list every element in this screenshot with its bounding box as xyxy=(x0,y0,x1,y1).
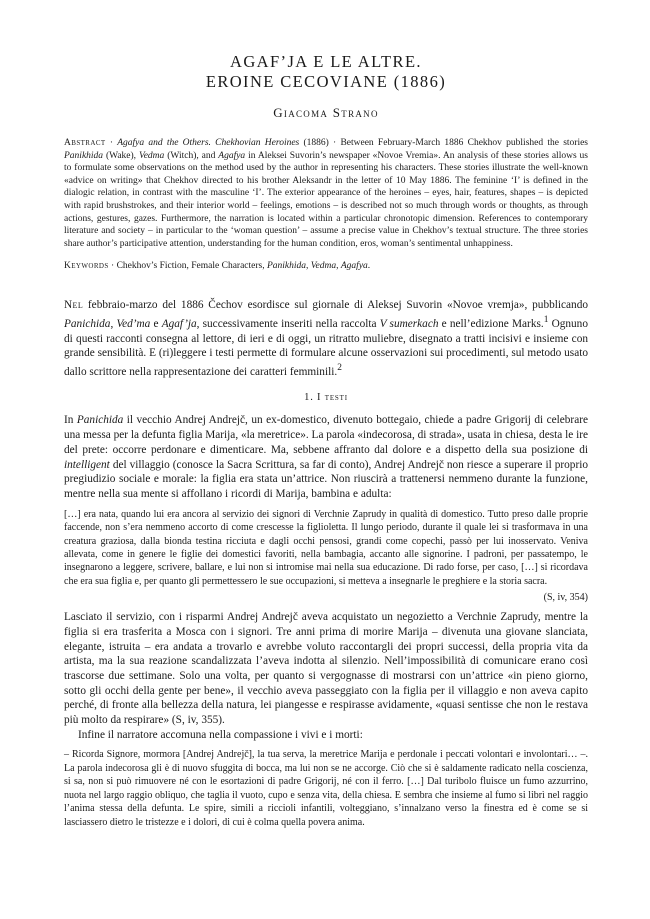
work-title: Ved’ma xyxy=(116,317,151,330)
body-text: il vecchio Andrej Andrejč, un ex-domestico, divenuto bottegaio, chiede a padre Grigorij di celebrare una messa per la defunta figlia Marija, «la meretrice». La parola «indecorosa, di strada», usata in chiesa, desta le ire del prete: occorre perdonare e dimenticare. Ma, sebbene affranto dal dolore e a dispetto della sua posizione di xyxy=(64,414,588,456)
abstract-work-title: Panikhida xyxy=(64,150,104,161)
keywords-end: . xyxy=(367,260,371,271)
keywords-separator: , xyxy=(306,260,311,271)
work-title: Panichida xyxy=(76,414,124,427)
abstract-text: in Aleksei Suvorin’s newspaper «Novoe Vremia». An analysis of these stories allows us to formulate some observations on the method used by the author in representing his characters. These stories illustrate the well-known «advice on writing» that Chekhov directed to his brother Aleksandr in the letter of 10 May 1886. The feminine ‘I’ is defined in the dialogic relation, in contrast with the masculine ‘I’. The exterior appearance of the heroines – eyes, hair, features, shapes – is depicted with rapid brushstrokes, and their interior world – feelings, emotions – is described not so much through words or thoughts, as through actions, gestures, gazes. Furthermore, the narration is located within a particular chronotopic dimension. References to contemporary literature and society – in particular to the ‘woman question’ – assume a precise value in Chekhov’s textual structure. The three stories share author’s participative attention, understanding for the human condition, eros, woman’s sentimental unhappiness. xyxy=(64,150,588,249)
abstract-label: Abstract xyxy=(64,138,106,148)
work-title: Panichida xyxy=(64,317,111,330)
body-text: In xyxy=(64,414,77,427)
body-text: del villaggio (conosce la Sacra Scrittura, sa far di conto), Andrej Andrejč non riesce a superare il proprio pregiudizio sociale e morale: la figlia era stata un’attrice. Non riuscirà a trattenersi nemmeno durante la funzione, mentre nella sua mente si affollano i ricordi di Marija, bambina e adulta: xyxy=(64,458,588,500)
abstract xyxy=(64,137,588,250)
abstract-text: (Witch), and xyxy=(164,150,219,161)
keywords-separator: , xyxy=(336,260,341,271)
abstract-work-title: Vedma xyxy=(138,150,165,161)
italic-term: intelligent xyxy=(64,458,110,471)
keyword-work: Panikhida xyxy=(266,260,307,271)
body-paragraph xyxy=(64,610,588,728)
keyword-work: Agafya xyxy=(340,260,368,271)
abstract-english-title: Agafya and the Others. Chekhovian Heroines xyxy=(117,138,300,148)
intro-paragraph xyxy=(64,298,588,379)
block-quote: – Ricorda Signore, mormora [Andrej Andrejč], la tua serva, la meretrice Marija e perdonale i peccati volontari e involontari… –. La parola indecorosa gli è di nuovo sfuggita di bocca, ma lui non se ne accorge. Ciò che si è saldamente radicato nella coscienza, si sa, non si può rimuovere né con le esortazioni di padre Grigorij, né con il ferro. […] Dal turibolo fluisce un fumo azzurrino, nuota nel largo raggio obliquo, che taglia il vuoto, cupo e senza vita, della chiesa. E sembra che insieme al fumo si librì nel raggio l’anima stessa della defunta. Le spire, simili a riccioli infantili, volteggiano, s’innalzano verso la finestra ed è come se si lasciassero dietro le tristezze e i dolori, di cui è colma quella povera anima. xyxy=(64,749,588,828)
body-paragraph: Infine il narratore accomuna nella compassione i vivi e i morti: xyxy=(78,728,363,741)
keywords-text: · Chekhov’s Fiction, Female Characters, xyxy=(108,260,267,271)
work-title: V sumerkach xyxy=(379,317,439,330)
abstract-text: (Wake), xyxy=(103,150,139,161)
author-name: Giacoma Strano xyxy=(273,105,379,120)
body-text: , xyxy=(110,317,117,330)
quote-citation: (S, iv, 354) xyxy=(543,592,588,604)
body-paragraph-panichida xyxy=(64,413,588,501)
title-line-2: EROINE CECOVIANE (1886) xyxy=(205,72,447,91)
keywords-label: Keywords xyxy=(64,260,109,271)
keywords xyxy=(64,260,588,273)
body-text: e nell’edizione Marks. xyxy=(438,317,544,330)
work-title: Agaf’ja xyxy=(161,317,197,330)
title-line-1: AGAF’JA E LE ALTRE. xyxy=(230,52,422,71)
abstract-separator: · xyxy=(105,138,118,148)
article-page xyxy=(64,52,588,829)
footnote-marker[interactable]: 1 xyxy=(543,315,549,326)
section-heading: 1. I testi xyxy=(304,392,348,404)
article-title xyxy=(64,52,588,92)
body-text: , successivamente inseriti nella raccolta xyxy=(196,317,380,330)
inline-citation: (S, iv, 355). xyxy=(169,714,225,727)
intro-lead-word: Nel xyxy=(64,299,84,312)
footnote-marker[interactable]: 2 xyxy=(337,363,342,374)
body-text: Lasciato il servizio, con i risparmi Andrej Andrejč aveva acquistato un negozietto a Verchnie Zaprudy, mentre la figlia si era trasferita a Mosca con i signori. Tre anni prima di morire Marija – divenuta una giovane slanciata, elegante, istruita – era andata a trovarlo e avrebbe voluto raccontargli dei propri successi, della propria vita da artista, ma la sua reazione scandalizzata l’aveva indotta al silenzio. Nell’impossibilità di comunicare erano così trascorse due settimane. Solo una volta, per quanto si vergognasse di mostrarsi con un’attrice «in pieno giorno, sotto gli occhi della gente per bene», il vecchio aveva passeggiato con la figlia per il villaggio e non aveva capito perché, di fronte alla bellezza della natura, lei piangesse e respirasse avidamente, «quasi sentisse che non le restava più molto da respirare» xyxy=(64,611,588,727)
keyword-work: Vedma xyxy=(310,260,337,271)
abstract-work-title: Agafya xyxy=(218,150,246,161)
body-text: febbraio-marzo del 1886 Čechov esordisce sul giornale di Aleksej Suvorin «Novoe vremja», pubblicando xyxy=(83,299,588,312)
body-text: Ognuno di questi racconti consegna al lettore, di ieri e di oggi, un ritratto muliebre, disegnato a tratti incisivi e insieme con grande sensibilità. E (ri)leggere i testi permette di formulare alcune osservazioni sui procedimenti, sul metodo usato dallo scrittore nella rappresentazione dei caratteri femminili. xyxy=(64,317,588,378)
abstract-text: (1886) · Between February-March 1886 Chekhov published the stories xyxy=(299,138,588,148)
body-text: e xyxy=(150,317,162,330)
block-quote: […] era nata, quando lui era ancora al servizio dei signori di Verchnie Zaprudy in qualità di domestico. Tutto preso dalle proprie faccende, non s’era nemmeno accorto di come crescesse la figlioletta. Il lungo periodo, durante il quale lei si trasformava in una creatura graziosa, dalla bionda testina ricciuta e dagli occhi pensosi, grandi come copechi, passò per lui inosservato. Veniva allevata, come in genere le figlie dei domestici favoriti, nella bambagia, accanto alle signorine. I padroni, per passatempo, le insegnarono a leggere, scrivere, ballare, e lui non si intromise mai nella sua educazione. Di rado forse, per caso, […] si ricordava che era sua figlia e, per quanto gli permettessero le sue occupazioni, si metteva a insegnarle le preghiere e la storia sacra. xyxy=(64,508,588,587)
